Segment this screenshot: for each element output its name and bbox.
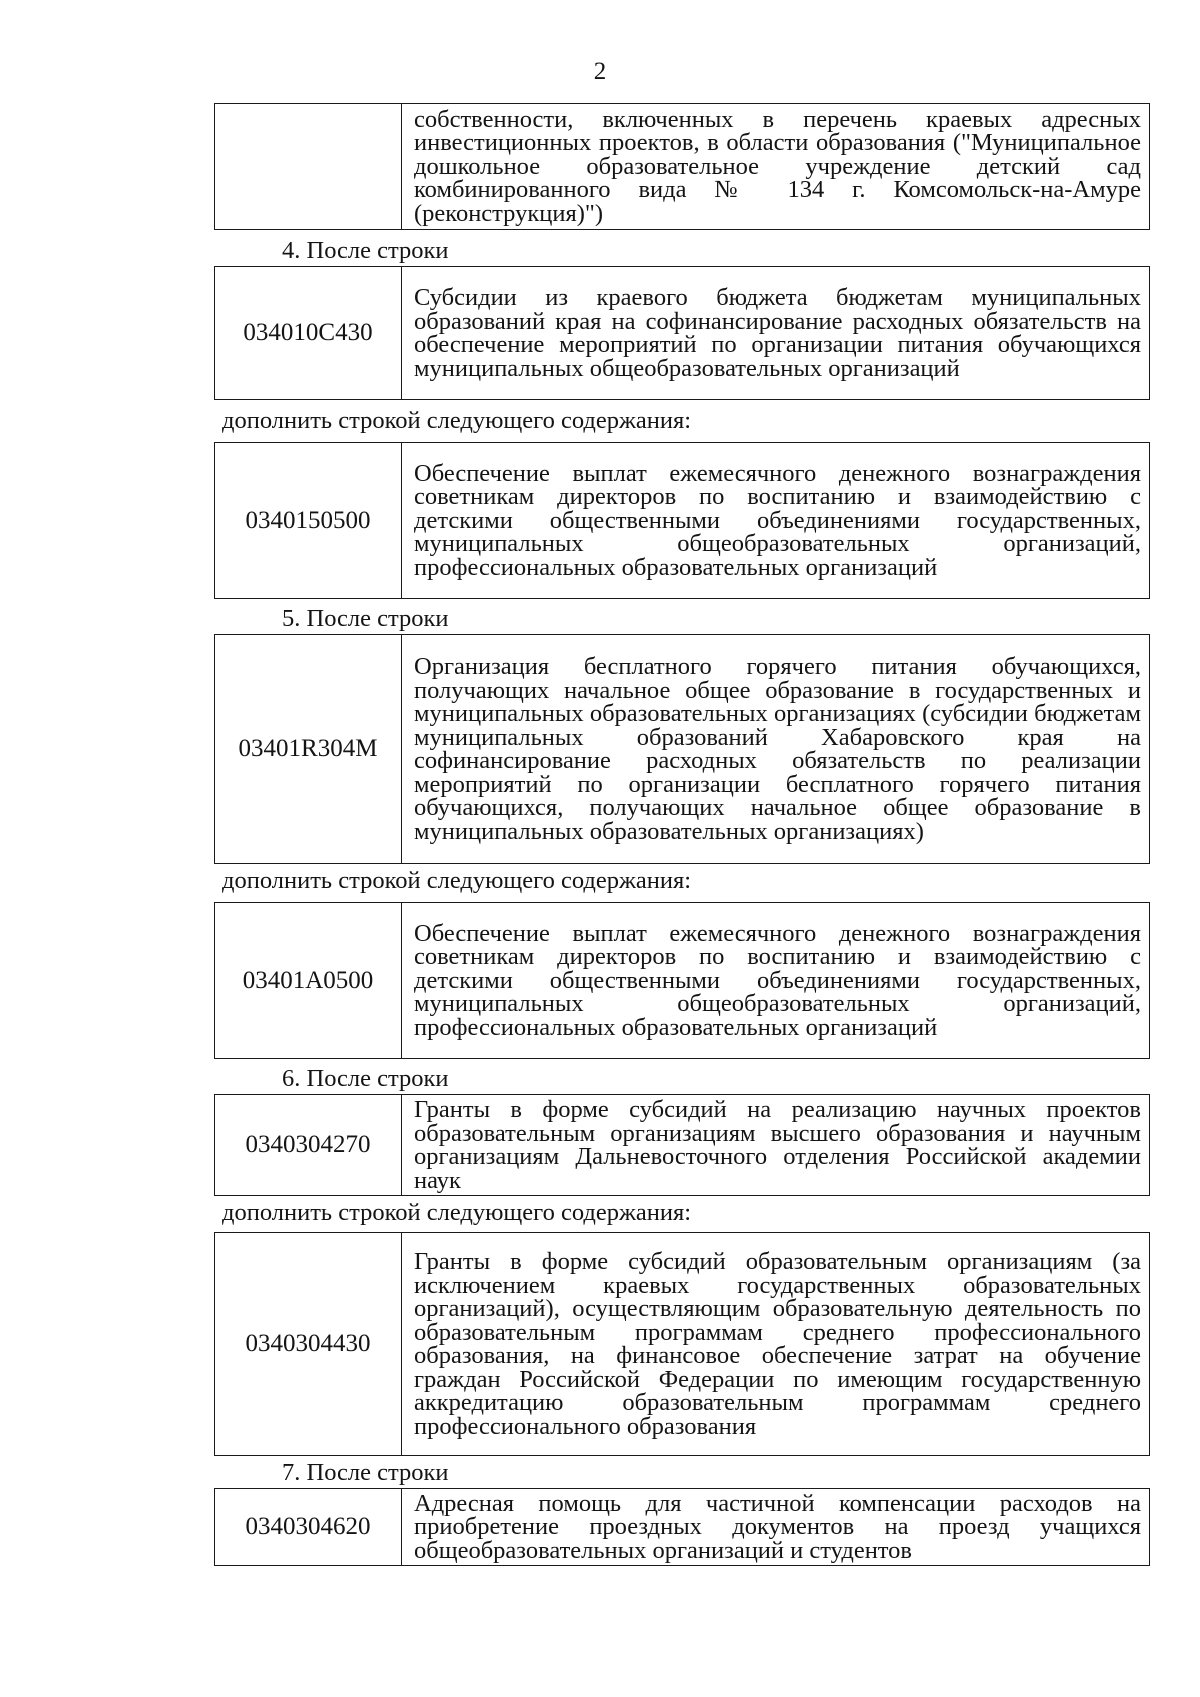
row-code: 0340304270 [215, 1095, 402, 1196]
budget-row-034010C430 [214, 266, 1150, 400]
budget-row-03401R304M [214, 634, 1150, 864]
row-description: Обеспечение выплат ежемесячного денежного вознаграждения советникам директоров по воспитанию и взаимодействию с детскими общественными объединениями государственных, муниципальных общеобразовательных организаций, профессиональных образовательных организаций [402, 443, 1150, 599]
caption-after-row-6: 6. После строки [282, 1065, 449, 1092]
row-description: Гранты в форме субсидий на реализацию научных проектов образовательным организациям высшего образования и научным организациям Дальневосточного отделения Российской академии наук [402, 1095, 1150, 1196]
caption-after-row-4: 4. После строки [282, 237, 449, 264]
caption-add-row-4: дополнить строкой следующего содержания: [222, 407, 692, 434]
budget-row-continuation [214, 103, 1150, 230]
budget-row-0340304270 [214, 1094, 1150, 1196]
row-description: Организация бесплатного горячего питания обучающихся, получающих начальное общее образование в государственных и муниципальных образовательных организациях (субсидии бюджетам муниципальных образований Хабаровского края на софинансирование расходных обязательств по реализации мероприятий по организации бесплатного горячего питания обучающихся, получающих начальное общее образование в муниципальных образовательных организациях) [402, 635, 1150, 864]
row-description: Адресная помощь для частичной компенсации расходов на приобретение проездных документов на проезд учащихся общеобразовательных организаций и студентов [402, 1489, 1150, 1566]
row-description: собственности, включенных в перечень краевых адресных инвестиционных проектов, в области образования ("Муниципальное дошкольное образовательное учреждение детский сад комбинированного вида № 134 г. Комсомольск-на-Амуре (реконструкция)") [402, 104, 1150, 230]
row-code: 034010С430 [215, 267, 402, 400]
page-number: 2 [593, 58, 607, 85]
caption-add-row-6: дополнить строкой следующего содержания: [222, 1199, 692, 1226]
budget-row-03401A0500 [214, 902, 1150, 1059]
row-description: Субсидии из краевого бюджета бюджетам муниципальных образований края на софинансирование расходных обязательств на обеспечение мероприятий по организации питания обучающихся муниципальных общеобразовательных организаций [402, 267, 1150, 400]
row-description: Гранты в форме субсидий образовательным организациям (за исключением краевых государственных образовательных организаций), осуществляющим образовательную деятельность по образовательным программам среднего профессионального образования, на финансовое обеспечение затрат на обучение граждан Российской Федерации по имеющим государственную аккредитацию образовательным программам среднего профессионального образования [402, 1233, 1150, 1456]
row-code: 03401А0500 [215, 903, 402, 1059]
caption-after-row-5: 5. После строки [282, 605, 449, 632]
budget-row-0340304430 [214, 1232, 1150, 1456]
row-description: Обеспечение выплат ежемесячного денежного вознаграждения советникам директоров по воспитанию и взаимодействию с детскими общественными объединениями государственных, муниципальных общеобразовательных организаций, профессиональных образовательных организаций [402, 903, 1150, 1059]
caption-after-row-7: 7. После строки [282, 1459, 449, 1486]
row-code: 0340304620 [215, 1489, 402, 1566]
caption-add-row-5: дополнить строкой следующего содержания: [222, 867, 692, 894]
budget-row-0340304620 [214, 1488, 1150, 1566]
row-code: 03401R304M [215, 635, 402, 864]
row-code [215, 104, 402, 230]
row-code: 0340304430 [215, 1233, 402, 1456]
row-code: 0340150500 [215, 443, 402, 599]
budget-row-0340150500 [214, 442, 1150, 599]
